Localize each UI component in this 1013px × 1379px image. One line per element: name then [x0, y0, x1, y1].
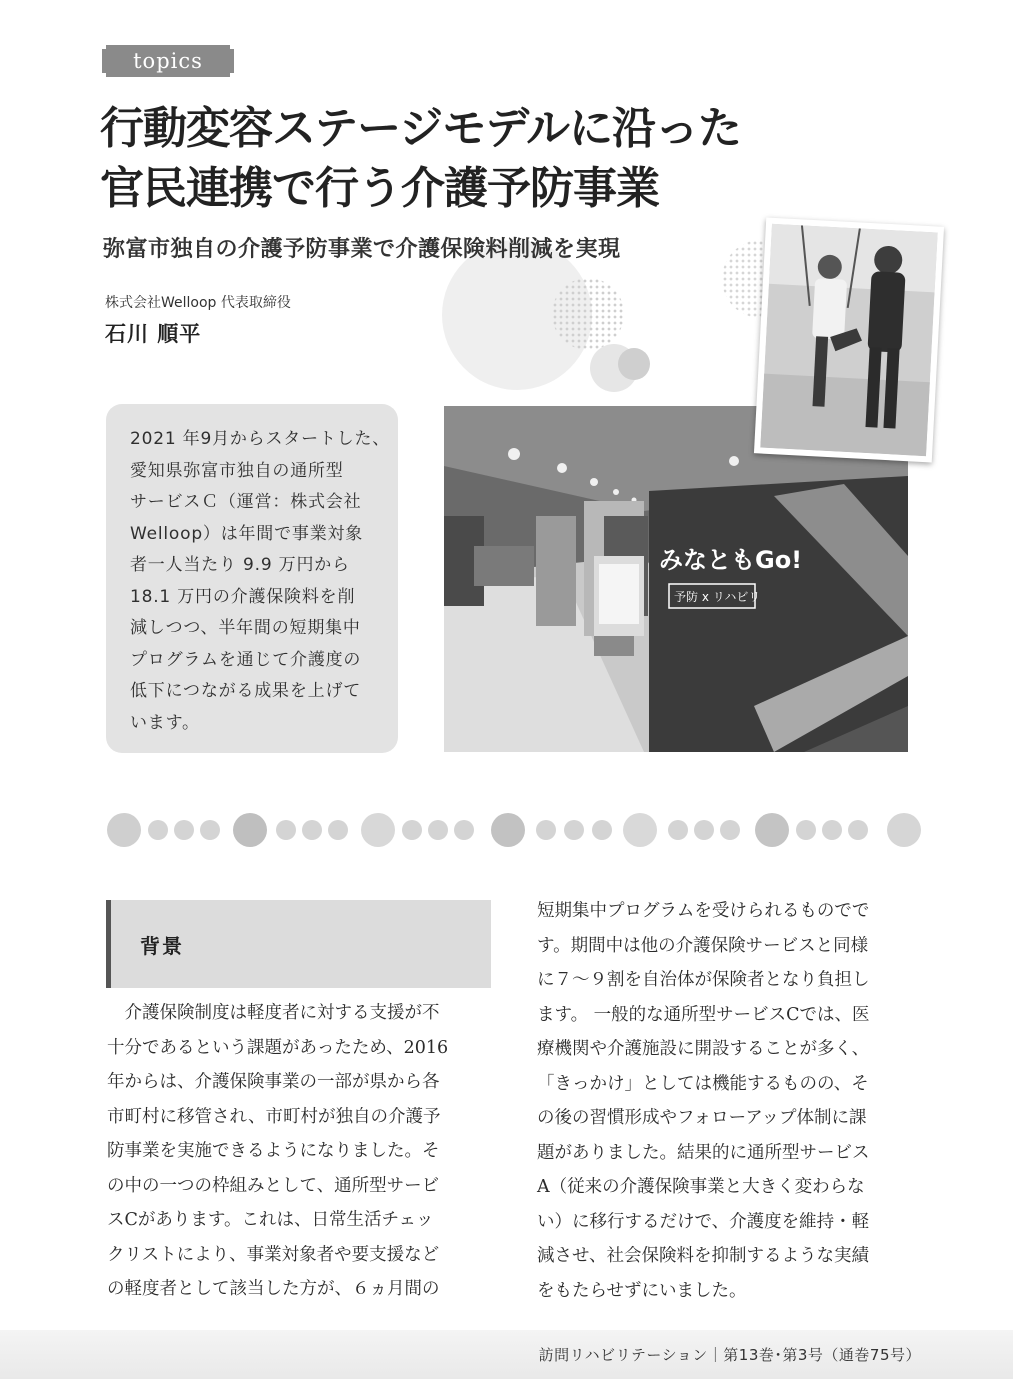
- title-line-2: 官民連携で行う介護予防事業: [100, 163, 659, 214]
- summary-line: 愛知県弥富市独自の通所型: [130, 460, 344, 481]
- body-line: 介護保険制度は軽度者に対する支援が不: [107, 1003, 440, 1023]
- body-line: 減させ、社会保険料を抑制するような実績: [537, 1246, 869, 1266]
- summary-line: プログラムを通じて介護度の: [130, 649, 362, 670]
- summary-line: サービスＣ（運営：株式会社: [130, 492, 362, 512]
- footer-citation: 訪問リハビリテーション｜第13巻･第3号（通巻75号）: [538, 1346, 921, 1364]
- author-affiliation: 株式会社Welloop 代表取締役: [105, 295, 291, 311]
- topics-tag-label: topics: [133, 49, 203, 73]
- body-line: をもたらせずにいました。: [537, 1280, 747, 1301]
- facility-photo-drawing: [444, 406, 908, 752]
- summary-line: 者一人当たり 9.9 万円から: [130, 555, 350, 575]
- body-line: い）に移行するだけで、介護度を維持・軽: [537, 1211, 870, 1232]
- body-column-left: [107, 996, 495, 1307]
- body-line: ます。 一般的な通所型サービスCでは、医: [537, 1004, 870, 1025]
- decorative-dots-row: [106, 810, 926, 850]
- rehab-photo: [754, 218, 944, 463]
- body-line: 題がありました。結果的に通所型サービス: [537, 1142, 870, 1163]
- deco-circle-dotted: [552, 278, 624, 350]
- rehab-photo-drawing: [760, 224, 937, 456]
- body-line: 防事業を実施できるようになりました。そ: [107, 1141, 440, 1161]
- body-line: の後の習慣形成やフォローアップ体制に課: [537, 1108, 867, 1128]
- body-line: 短期集中プログラムを受けられるものでで: [537, 901, 870, 921]
- summary-line: います。: [130, 712, 200, 733]
- summary-line: 低下につながる成果を上げて: [130, 681, 362, 701]
- body-line: 療機関や介護施設に開設することが多く、: [537, 1039, 870, 1059]
- body-line: クリストにより、事業対象者や要支援など: [107, 1244, 440, 1265]
- facility-photo: [444, 406, 908, 752]
- body-column-right: [537, 894, 927, 1308]
- body-line: の軽度者として該当した方が、６ヵ月間の: [107, 1279, 440, 1299]
- body-line: A（従来の介護保険事業と大きく変わらな: [537, 1177, 865, 1197]
- topics-tag: [106, 45, 230, 77]
- summary-line: 18.1 万円の介護保険料を削: [130, 586, 356, 607]
- body-line: に７～９割を自治体が保険者となり負担し: [537, 970, 870, 990]
- body-line: 年からは、介護保険事業の一部が県から各: [107, 1072, 440, 1092]
- summary-line: Welloop）は年間で事業対象: [130, 523, 364, 544]
- summary-line: 減しつつ、半年間の短期集中: [130, 618, 361, 638]
- author-name: 石川 順平: [105, 322, 202, 346]
- body-line: の中の一つの枠組みとして、通所型サービ: [107, 1175, 440, 1196]
- summary-box: [106, 404, 398, 753]
- deco-circle-small-2: [618, 348, 650, 380]
- subtitle: 弥富市独自の介護予防事業で介護保険料削減を実現: [103, 237, 621, 262]
- body-line: 市町村に移管され、市町村が独自の介護予: [107, 1106, 441, 1127]
- sign-main-text: みなともGo!: [659, 546, 803, 574]
- body-line: す。期間中は他の介護保険サービスと同様: [537, 935, 869, 956]
- section-heading: 背景: [140, 934, 184, 958]
- sign-sub-text: 予防 x リハビリ: [674, 590, 761, 604]
- body-line: 「きっかけ」としては機能するものの、そ: [537, 1073, 869, 1094]
- body-line: 十分であるという課題があったため、2016: [107, 1037, 449, 1058]
- title-line-1: 行動変容ステージモデルに沿った: [100, 103, 742, 154]
- body-line: スCがあります。これは、日常生活チェッ: [107, 1210, 434, 1230]
- summary-line: 2021 年9月からスタートした、: [130, 429, 391, 449]
